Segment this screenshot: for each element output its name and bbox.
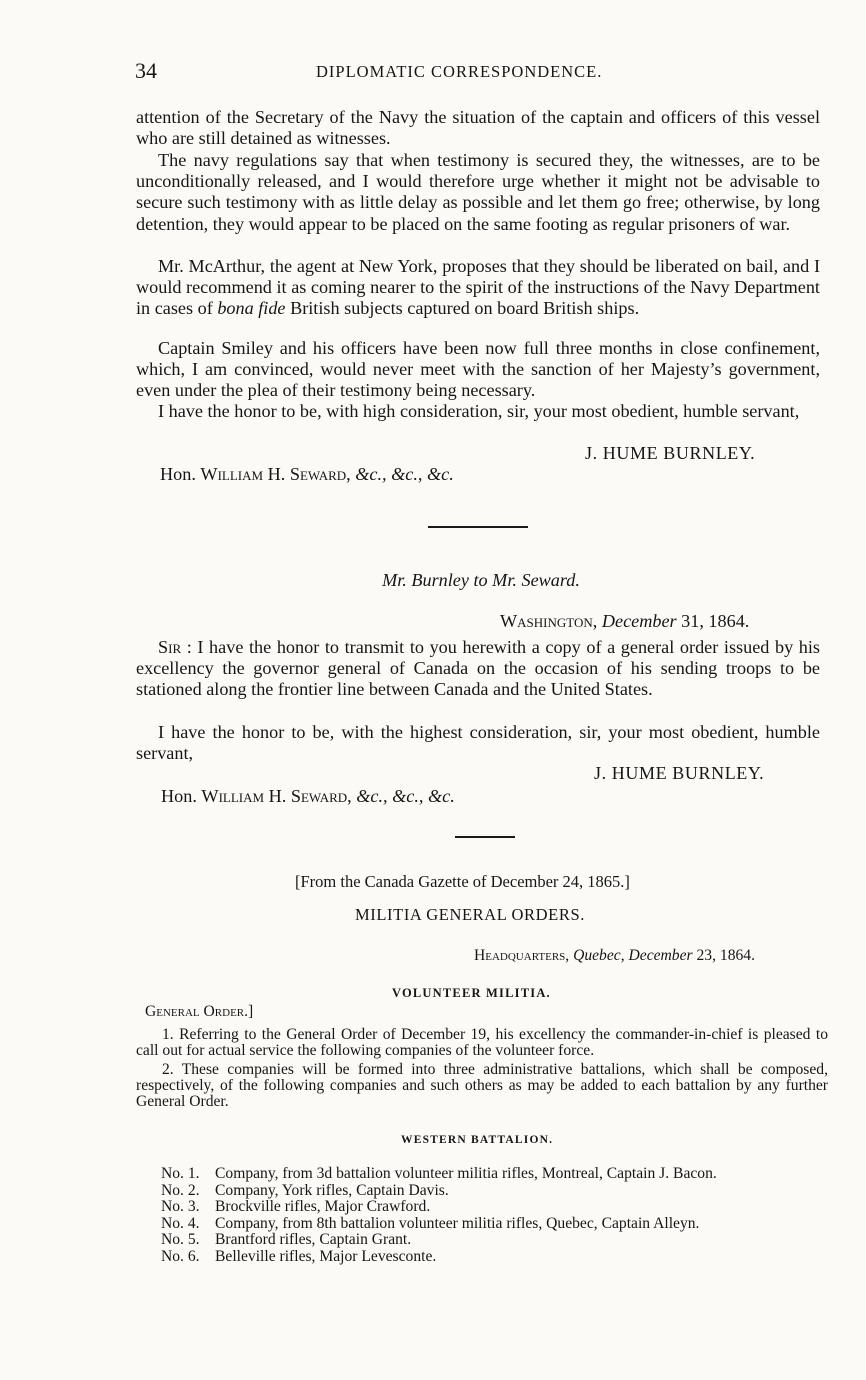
paragraph: I have the honor to be, with high consideration, sir, your most obedient, humble servant, xyxy=(158,401,800,421)
letter-heading: Mr. Burnley to Mr. Seward. xyxy=(382,570,580,590)
paragraph: I have the honor to be, with the highest consideration, sir, your most obedient, humble servant, xyxy=(136,722,820,764)
addressee: Hon. William H. Seward, &c., &c., &c. xyxy=(160,464,454,484)
list-item: No. 4. Company, from 8th battalion volunteer militia rifles, Quebec, Captain Alleyn. xyxy=(161,1215,700,1232)
list-item: No. 6. Belleville rifles, Major Levesconte. xyxy=(161,1248,437,1265)
paragraph: Sir : I have the honor to transmit to you herewith a copy of a general order issued by his excellency the governor general of Canada on the occasion of his sending troops to be stationed along the frontier line between Canada and the United States. xyxy=(136,637,820,700)
italic-term: bona fide xyxy=(217,298,286,319)
page-number: 34 xyxy=(135,58,157,83)
headquarters-line: Headquarters, Quebec, December 23, 1864. xyxy=(474,947,755,964)
list-item: No. 3. Brockville rifles, Major Crawford. xyxy=(161,1198,431,1215)
separator-rule xyxy=(428,526,528,528)
order-paragraph: 1. Referring to the General Order of December 19, his excellency the commander-in-chief is pleased to call out for actual service the following companies of the volunteer force. xyxy=(136,1026,828,1060)
dateline: Washington, December 31, 1864. xyxy=(500,611,750,631)
battalion-heading: WESTERN BATTALION. xyxy=(401,1134,554,1146)
orders-title: MILITIA GENERAL ORDERS. xyxy=(355,905,585,924)
paragraph: Mr. McArthur, the agent at New York, proposes that they should be liberated on bail, and I would recommend it as coming nearer to the spirit of the instructions of the Navy Department in cases of bona fide British subjects captured on board British ships. xyxy=(136,256,820,319)
paragraph: The navy regulations say that when testimony is secured they, the witnesses, are to be unconditionally released, and I would therefore urge whether it might not be advisable to secure such testimony with as little delay as possible and let them go free; otherwise, by long detention, they would appear to be placed on the same footing as regular prisoners of war. xyxy=(136,150,820,234)
order-paragraph: 2. These companies will be formed into three administrative battalions, which shall be composed, respectively, of the following companies and such others as may be added to each battalion by any further General Order. xyxy=(136,1061,828,1111)
salutation: Sir : xyxy=(158,637,192,657)
paragraph: Captain Smiley and his officers have been now full three months in close confinement, which, I am convinced, would never meet with the sanction of her Majesty’s government, even under the plea of their testimony being necessary. xyxy=(136,338,820,401)
paragraph: attention of the Secretary of the Navy the situation of the captain and officers of this vessel who are still detained as witnesses. xyxy=(136,107,820,149)
signature: J. HUME BURNLEY. xyxy=(585,443,756,463)
list-item: No. 2. Company, York rifles, Captain Davis. xyxy=(161,1182,449,1199)
general-order-label: General Order.] xyxy=(145,1003,254,1020)
separator-rule xyxy=(455,836,515,838)
list-item: No. 1. Company, from 3d battalion volunteer militia rifles, Montreal, Captain J. Bacon. xyxy=(161,1165,717,1182)
running-title: DIPLOMATIC CORRESPONDENCE. xyxy=(316,62,603,81)
list-item: No. 5. Brantford rifles, Captain Grant. xyxy=(161,1231,412,1248)
source-note: [From the Canada Gazette of December 24, 1865.] xyxy=(295,872,630,891)
signature: J. HUME BURNLEY. xyxy=(594,763,765,783)
addressee: Hon. William H. Seward, &c., &c., &c. xyxy=(161,786,455,806)
section-subtitle: VOLUNTEER MILITIA. xyxy=(392,986,551,1000)
